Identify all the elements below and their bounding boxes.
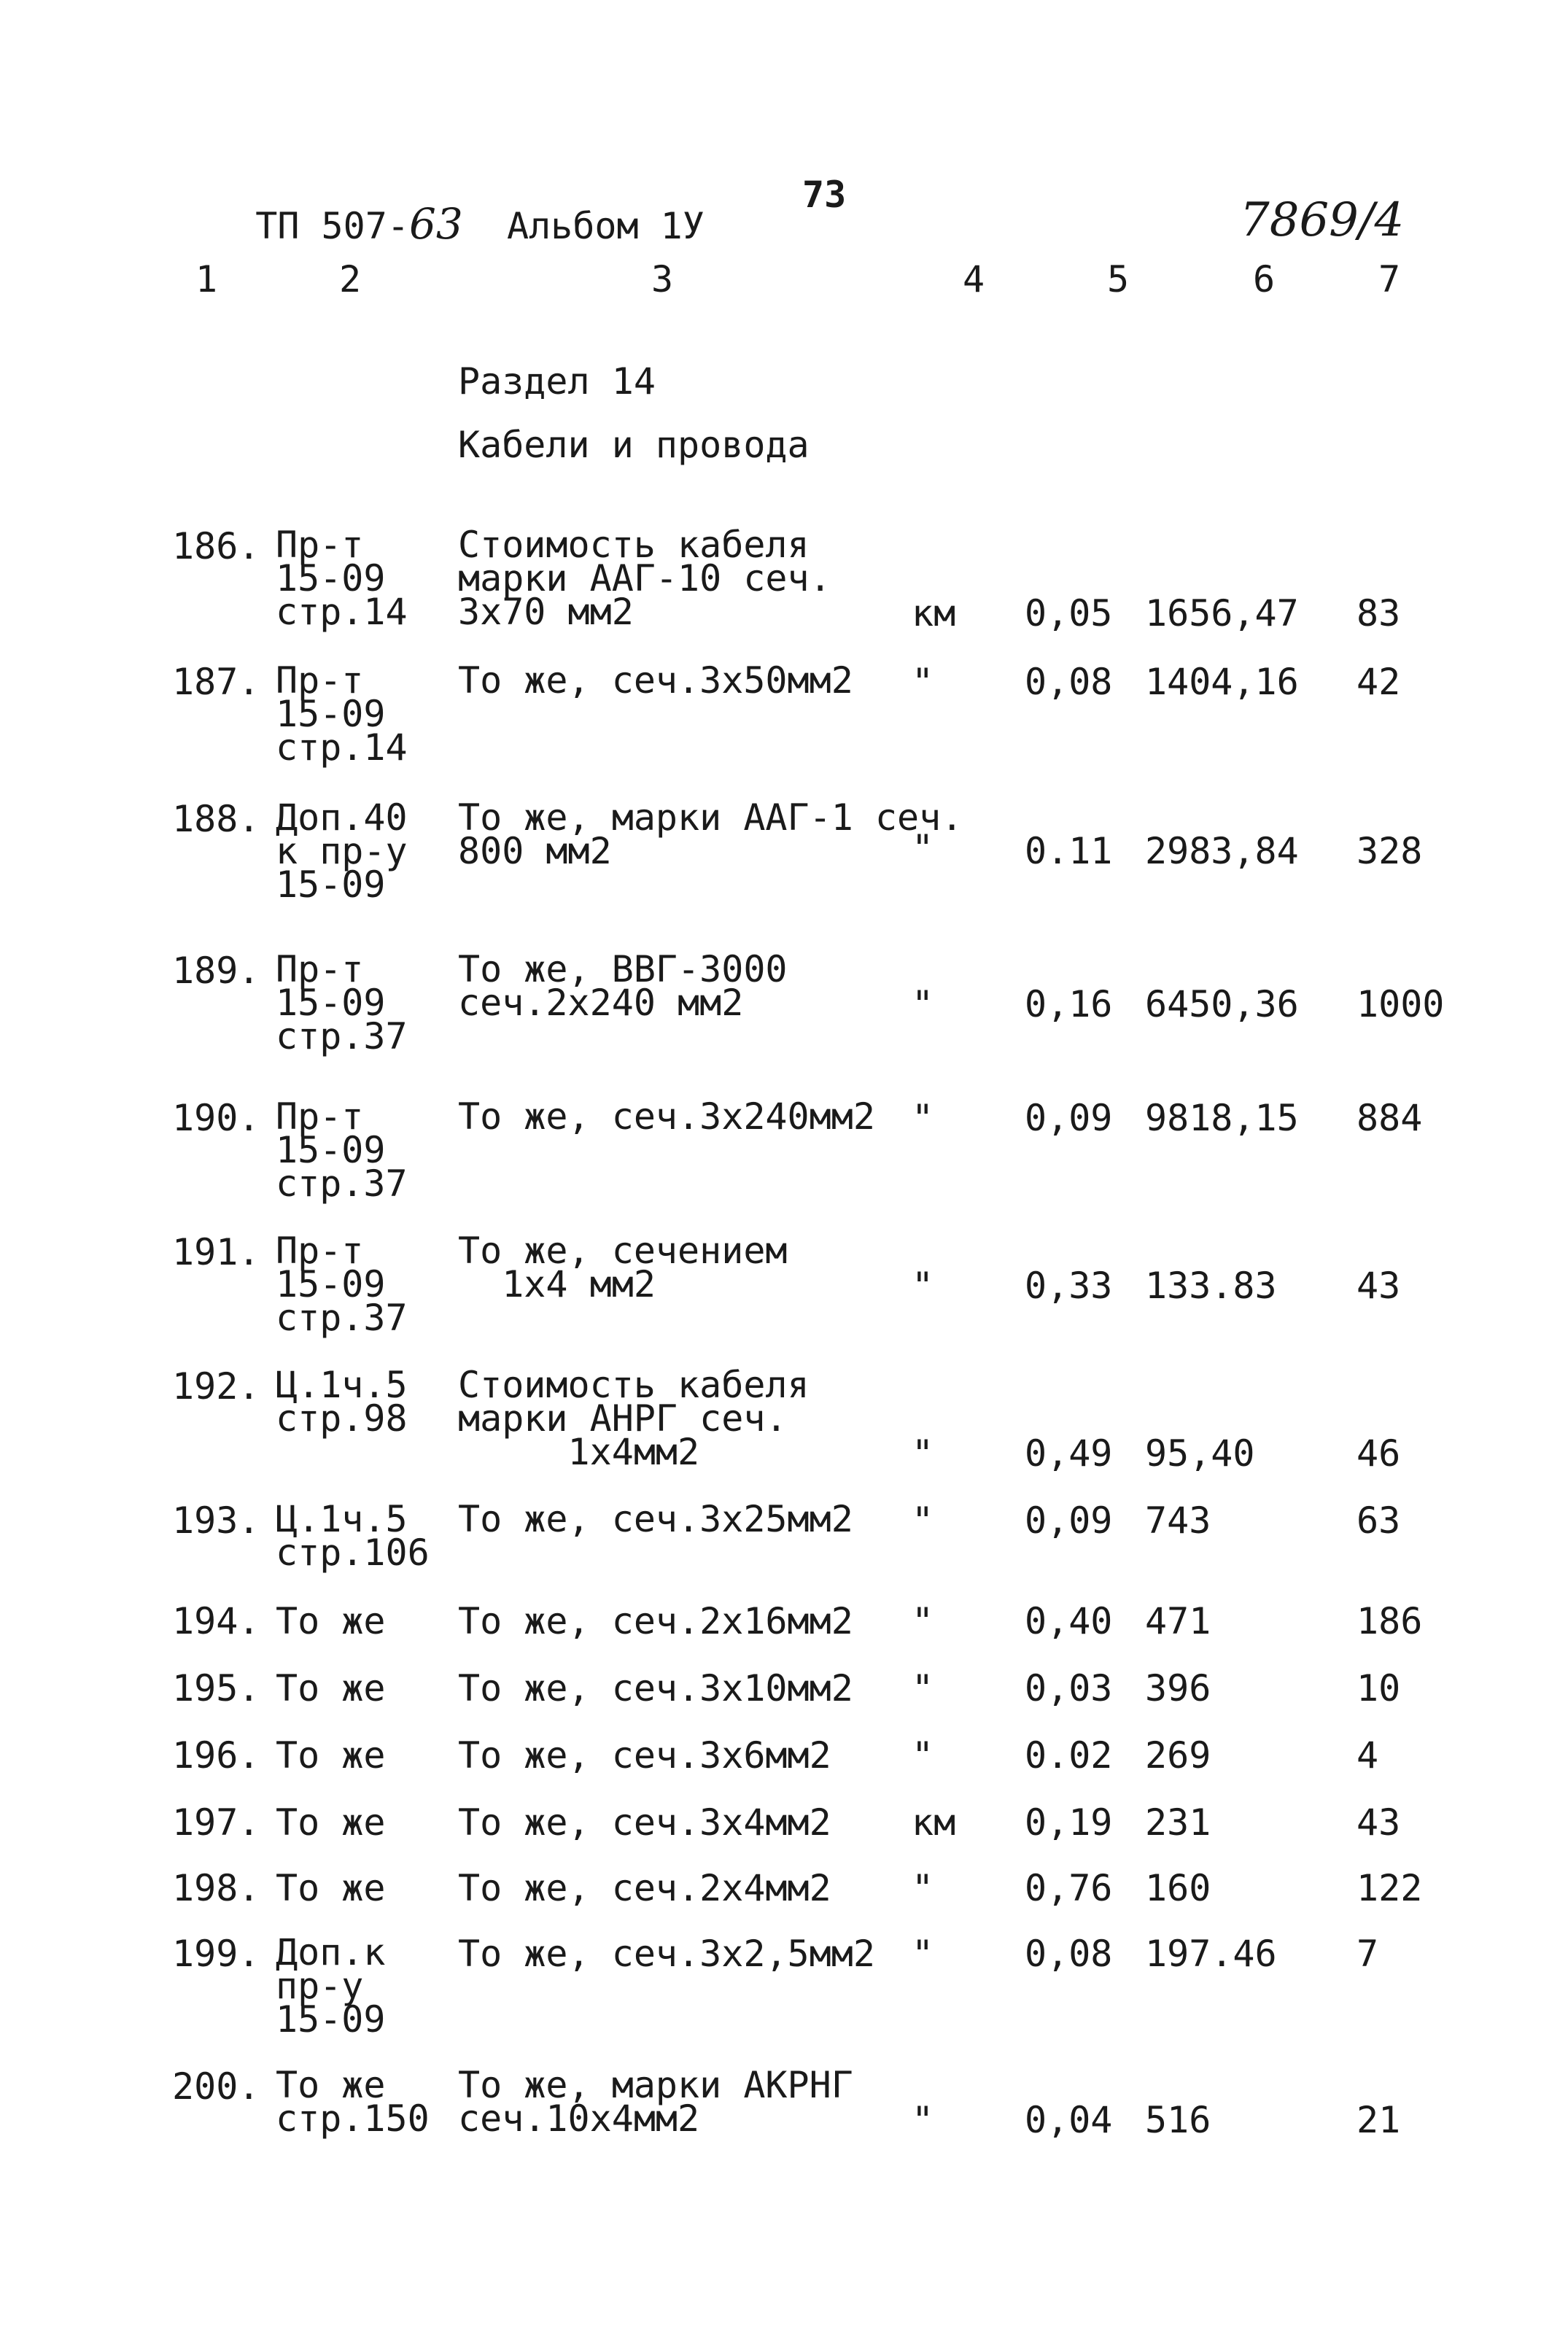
row-quantity: 0,08	[1025, 661, 1113, 703]
page-number: 73	[802, 174, 847, 216]
row-total: 43	[1357, 1801, 1401, 1844]
row-total: 186	[1357, 1600, 1423, 1642]
row-quantity: 0,76	[1025, 1867, 1113, 1909]
row-total: 21	[1357, 2099, 1401, 2141]
row-description: Стоимость кабеля марки АНРГ сеч. 1х4мм2	[458, 1364, 810, 1473]
row-price: 2983,84	[1145, 830, 1299, 872]
tp-prefix: ТП 507-	[255, 205, 409, 247]
row-number: 197.	[172, 1801, 260, 1844]
row-number: 188.	[172, 798, 260, 840]
row-reference: То же	[276, 1734, 386, 1777]
row-number: 190.	[172, 1097, 260, 1139]
row-description: То же, сечением 1х4 мм2	[458, 1230, 788, 1305]
row-reference: Пр-т 15-09 стр.37	[276, 1230, 408, 1339]
row-number: 198.	[172, 1867, 260, 1909]
row-number: 192.	[172, 1365, 260, 1408]
row-quantity: 0,19	[1025, 1801, 1113, 1844]
row-total: 83	[1357, 592, 1401, 634]
row-price: 516	[1145, 2099, 1211, 2141]
row-unit: км	[912, 1801, 956, 1844]
row-total: 328	[1357, 830, 1423, 872]
row-unit: "	[912, 661, 934, 703]
row-unit: "	[912, 983, 934, 1025]
row-price: 1404,16	[1145, 661, 1299, 703]
row-description: То же, сеч.2х16мм2	[458, 1600, 853, 1642]
row-total: 10	[1357, 1667, 1401, 1709]
row-total: 884	[1357, 1097, 1423, 1139]
row-description: То же, сеч.2х4мм2	[458, 1867, 831, 1909]
row-reference: То же	[276, 1667, 386, 1709]
column-number-7: 7	[1378, 258, 1401, 300]
row-description: То же, марки ААГ-1 сеч. 800 мм2	[458, 796, 963, 872]
row-description: То же, ВВГ-3000 сеч.2х240 мм2	[458, 948, 788, 1024]
tp-number-handwritten: 63	[408, 199, 463, 249]
row-number: 196.	[172, 1734, 260, 1777]
album-label: Альбом 1У	[506, 205, 705, 247]
row-price: 471	[1145, 1600, 1211, 1642]
row-price: 95,40	[1145, 1432, 1255, 1475]
row-unit: "	[912, 1499, 934, 1542]
row-description: То же, сеч.3х25мм2	[458, 1498, 853, 1540]
column-number-3: 3	[651, 258, 674, 300]
row-unit: "	[912, 1097, 934, 1139]
row-description: То же, сеч.3х4мм2	[458, 1801, 831, 1844]
row-number: 200.	[172, 2065, 260, 2108]
row-reference: Пр-т 15-09 стр.37	[276, 948, 408, 1057]
row-quantity: 0,08	[1025, 1933, 1113, 1975]
row-total: 7	[1357, 1933, 1379, 1975]
row-price: 197.46	[1145, 1933, 1277, 1975]
row-price: 1656,47	[1145, 592, 1299, 634]
row-reference: Ц.1ч.5 стр.98	[276, 1364, 408, 1440]
row-price: 6450,36	[1145, 983, 1299, 1025]
row-quantity: 0.02	[1025, 1734, 1113, 1777]
row-total: 43	[1357, 1265, 1401, 1307]
row-price: 133.83	[1145, 1265, 1277, 1307]
row-reference: Доп.40 к пр-у 15-09	[276, 796, 408, 906]
section-title: Раздел 14	[458, 360, 656, 403]
row-quantity: 0,04	[1025, 2099, 1113, 2141]
row-unit: "	[912, 2099, 934, 2141]
row-number: 189.	[172, 950, 260, 992]
row-reference: Доп.к пр-у 15-09	[276, 1931, 386, 2041]
row-unit: км	[912, 592, 956, 634]
row-quantity: 0,05	[1025, 592, 1113, 634]
column-number-5: 5	[1107, 258, 1130, 300]
row-description: То же, сеч.3х240мм2	[458, 1095, 875, 1138]
row-reference: То же	[276, 1600, 386, 1642]
row-unit: "	[912, 827, 934, 869]
row-reference: То же	[276, 1867, 386, 1909]
row-total: 42	[1357, 661, 1401, 703]
row-quantity: 0,49	[1025, 1432, 1113, 1475]
row-quantity: 0,16	[1025, 983, 1113, 1025]
row-number: 186.	[172, 525, 260, 567]
row-number: 191.	[172, 1231, 260, 1273]
row-reference: Пр-т 15-09 стр.14	[276, 524, 408, 633]
row-total: 63	[1357, 1499, 1401, 1542]
row-number: 187.	[172, 661, 260, 703]
row-total: 1000	[1357, 983, 1445, 1025]
column-number-2: 2	[339, 258, 362, 300]
row-number: 199.	[172, 1933, 260, 1975]
row-number: 195.	[172, 1667, 260, 1709]
row-reference: То же	[276, 1801, 386, 1844]
row-unit: "	[912, 1432, 934, 1475]
row-description: То же, сеч.3х10мм2	[458, 1667, 853, 1709]
row-description: То же, сеч.3х2,5мм2	[458, 1933, 875, 1975]
row-quantity: 0,33	[1025, 1265, 1113, 1307]
row-reference: Пр-т 15-09 стр.37	[276, 1095, 408, 1205]
row-reference: Пр-т 15-09 стр.14	[276, 659, 408, 769]
row-description: Стоимость кабеля марки ААГ-10 сеч. 3х70 мм2	[458, 524, 831, 633]
row-unit: "	[912, 1667, 934, 1709]
row-unit: "	[912, 1600, 934, 1642]
row-reference: Ц.1ч.5 стр.106	[276, 1498, 430, 1574]
row-price: 231	[1145, 1801, 1211, 1844]
row-quantity: 0,09	[1025, 1097, 1113, 1139]
row-description: То же, сеч.3х50мм2	[458, 659, 853, 702]
row-quantity: 0.11	[1025, 830, 1113, 872]
doc-header	[211, 166, 705, 249]
row-quantity: 0,09	[1025, 1499, 1113, 1542]
row-total: 4	[1357, 1734, 1379, 1777]
row-unit: "	[912, 1265, 934, 1307]
row-description: То же, марки АКРНГ сеч.10х4мм2	[458, 2064, 853, 2140]
row-price: 269	[1145, 1734, 1211, 1777]
row-total: 122	[1357, 1867, 1423, 1909]
row-number: 193.	[172, 1499, 260, 1542]
row-total: 46	[1357, 1432, 1401, 1475]
row-description: То же, сеч.3х6мм2	[458, 1734, 831, 1777]
row-number: 194.	[172, 1600, 260, 1642]
row-quantity: 0,40	[1025, 1600, 1113, 1642]
row-reference: То же стр.150	[276, 2064, 430, 2140]
row-price: 9818,15	[1145, 1097, 1299, 1139]
row-price: 396	[1145, 1667, 1211, 1709]
section-subtitle: Кабели и провода	[458, 424, 810, 466]
column-number-6: 6	[1253, 258, 1276, 300]
row-price: 160	[1145, 1867, 1211, 1909]
column-number-4: 4	[963, 258, 985, 300]
row-price: 743	[1145, 1499, 1211, 1542]
row-quantity: 0,03	[1025, 1667, 1113, 1709]
handwritten-reference: 7869/4	[1240, 193, 1405, 247]
column-number-1: 1	[195, 258, 218, 300]
row-unit: "	[912, 1734, 934, 1777]
row-unit: "	[912, 1867, 934, 1909]
row-unit: "	[912, 1933, 934, 1975]
